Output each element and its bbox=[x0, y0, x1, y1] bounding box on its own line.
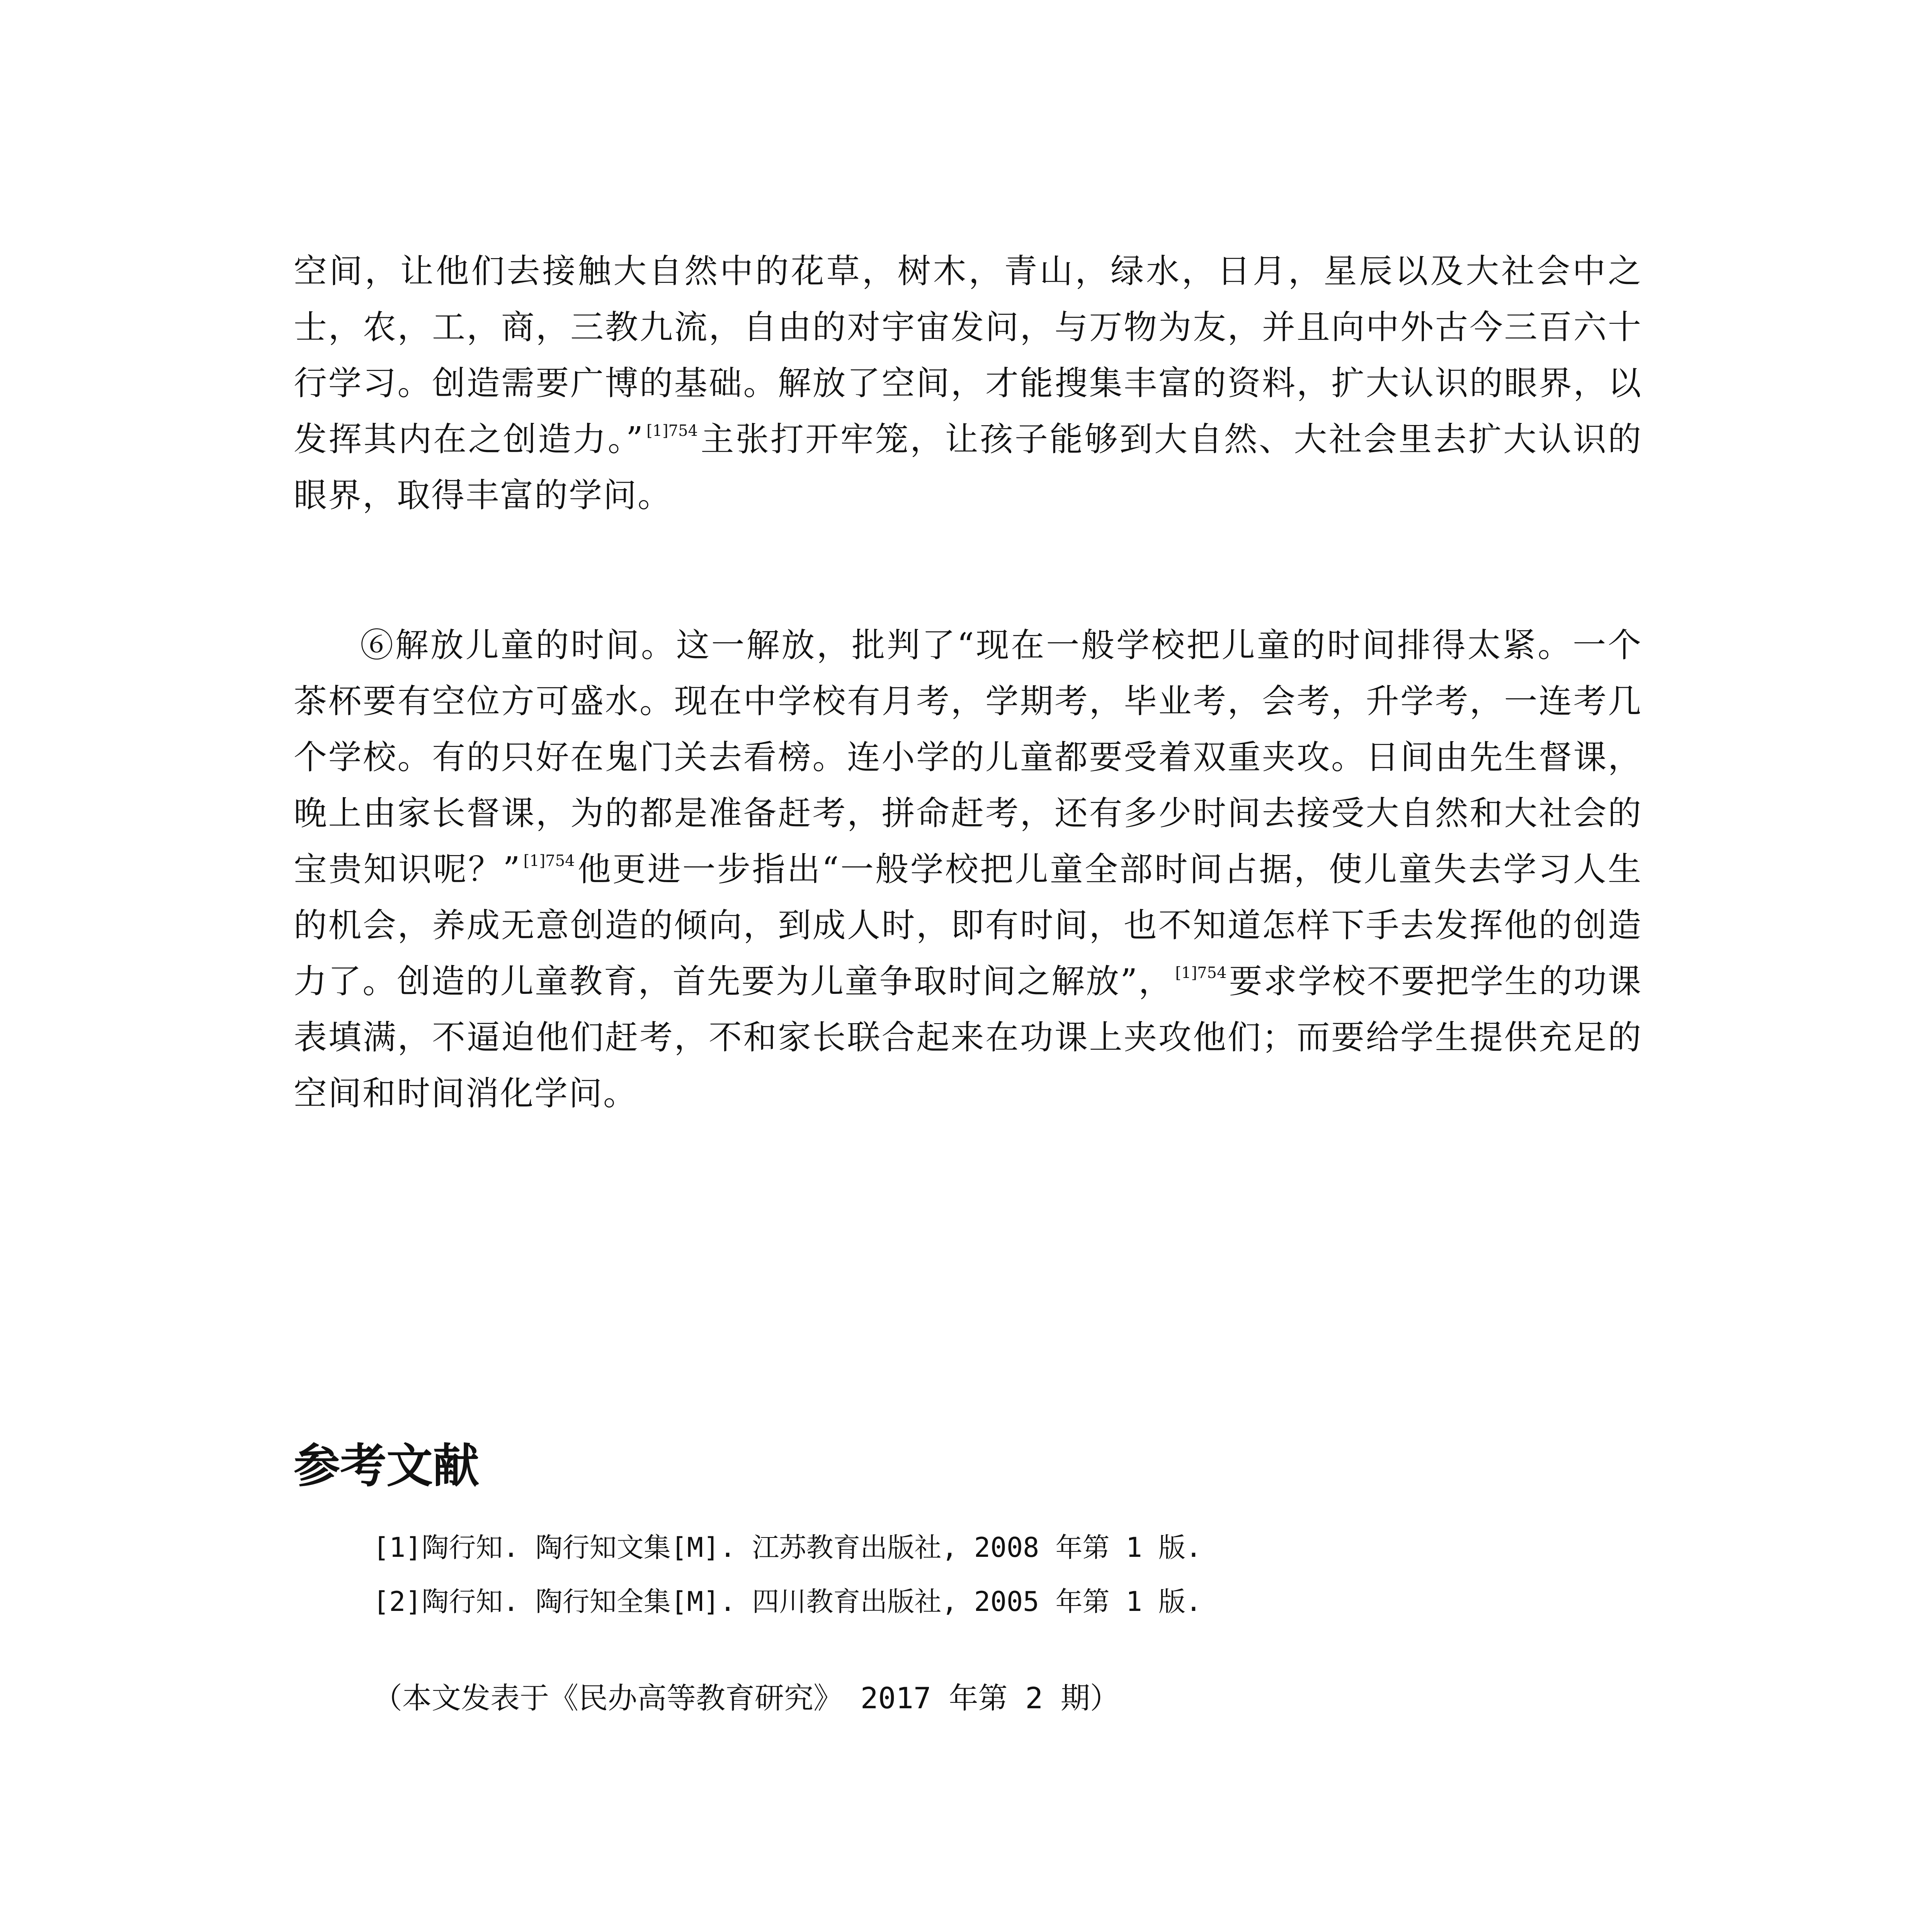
paragraph-text bbox=[294, 243, 1642, 524]
publication-note: （本文发表于《民办高等教育研究》 2017 年第 2 期） bbox=[373, 1681, 1119, 1715]
citation-marker: [1]754 bbox=[1175, 964, 1227, 982]
citation-marker: [1]754 bbox=[523, 852, 575, 870]
reference-list bbox=[373, 1520, 1648, 1629]
paragraph-text-segment: 空间，让他们去接触大自然中的花草，树木，青山，绿水，日月，星辰以及大社会中之士，农，工，商，三教九流，自由的对宇宙发问，与万物为友，并且向中外古今三百六十行学习。创造需要广博的基础。解放了空间，才能搜集丰富的资料，扩大认识的眼界，以发挥其内在之创造力。” bbox=[294, 252, 1642, 459]
paragraph-text-segment: 要求学校不要把学生的功课表填满，不逼迫他们赶考，不和家长联合起来在功课上夹攻他们；而要给学生提供充足的空间和时间消化学问。 bbox=[294, 962, 1643, 1113]
reference-item: [1]陶行知. 陶行知文集[M]. 江苏教育出版社, 2008 年第 1 版. bbox=[373, 1532, 1202, 1563]
reference-item: [2]陶行知. 陶行知全集[M]. 四川教育出版社, 2005 年第 1 版. bbox=[373, 1586, 1202, 1617]
paragraph-text-segment: 他更进一步指出“一般学校把儿童全部时间占据，使儿童失去学习人生的机会，养成无意创造的倾向，到成人时，即有时间，也不知道怎样下手去发挥他的创造力了。创造的儿童教育，首先要为儿童争取时间之解放”， bbox=[294, 850, 1643, 1001]
paragraph-text-segment: ⑥解放儿童的时间。这一解放，批判了“现在一般学校把儿童的时间排得太紧。一个茶杯要有空位方可盛水。现在中学校有月考，学期考，毕业考，会考，升学考，一连考几个学校。有的只好在鬼门关去看榜。连小学的儿童都要受着双重夹攻。日间由先生督课，晚上由家长督课，为的都是准备赶考，拼命赶考，还有多少时间去接受大自然和大社会的宝贵知识呢？” bbox=[294, 626, 1642, 889]
paragraph-text bbox=[294, 617, 1642, 1122]
citation-marker: [1]754 bbox=[646, 422, 698, 440]
paragraph-text-segment: 主张打开牢笼，让孩子能够到大自然、大社会里去扩大认识的眼界，取得丰富的学问。 bbox=[294, 420, 1643, 515]
references-heading: 参考文献 bbox=[294, 1439, 479, 1493]
paragraph-time-liberation bbox=[294, 617, 1642, 1122]
paragraph-space-liberation bbox=[294, 243, 1642, 524]
